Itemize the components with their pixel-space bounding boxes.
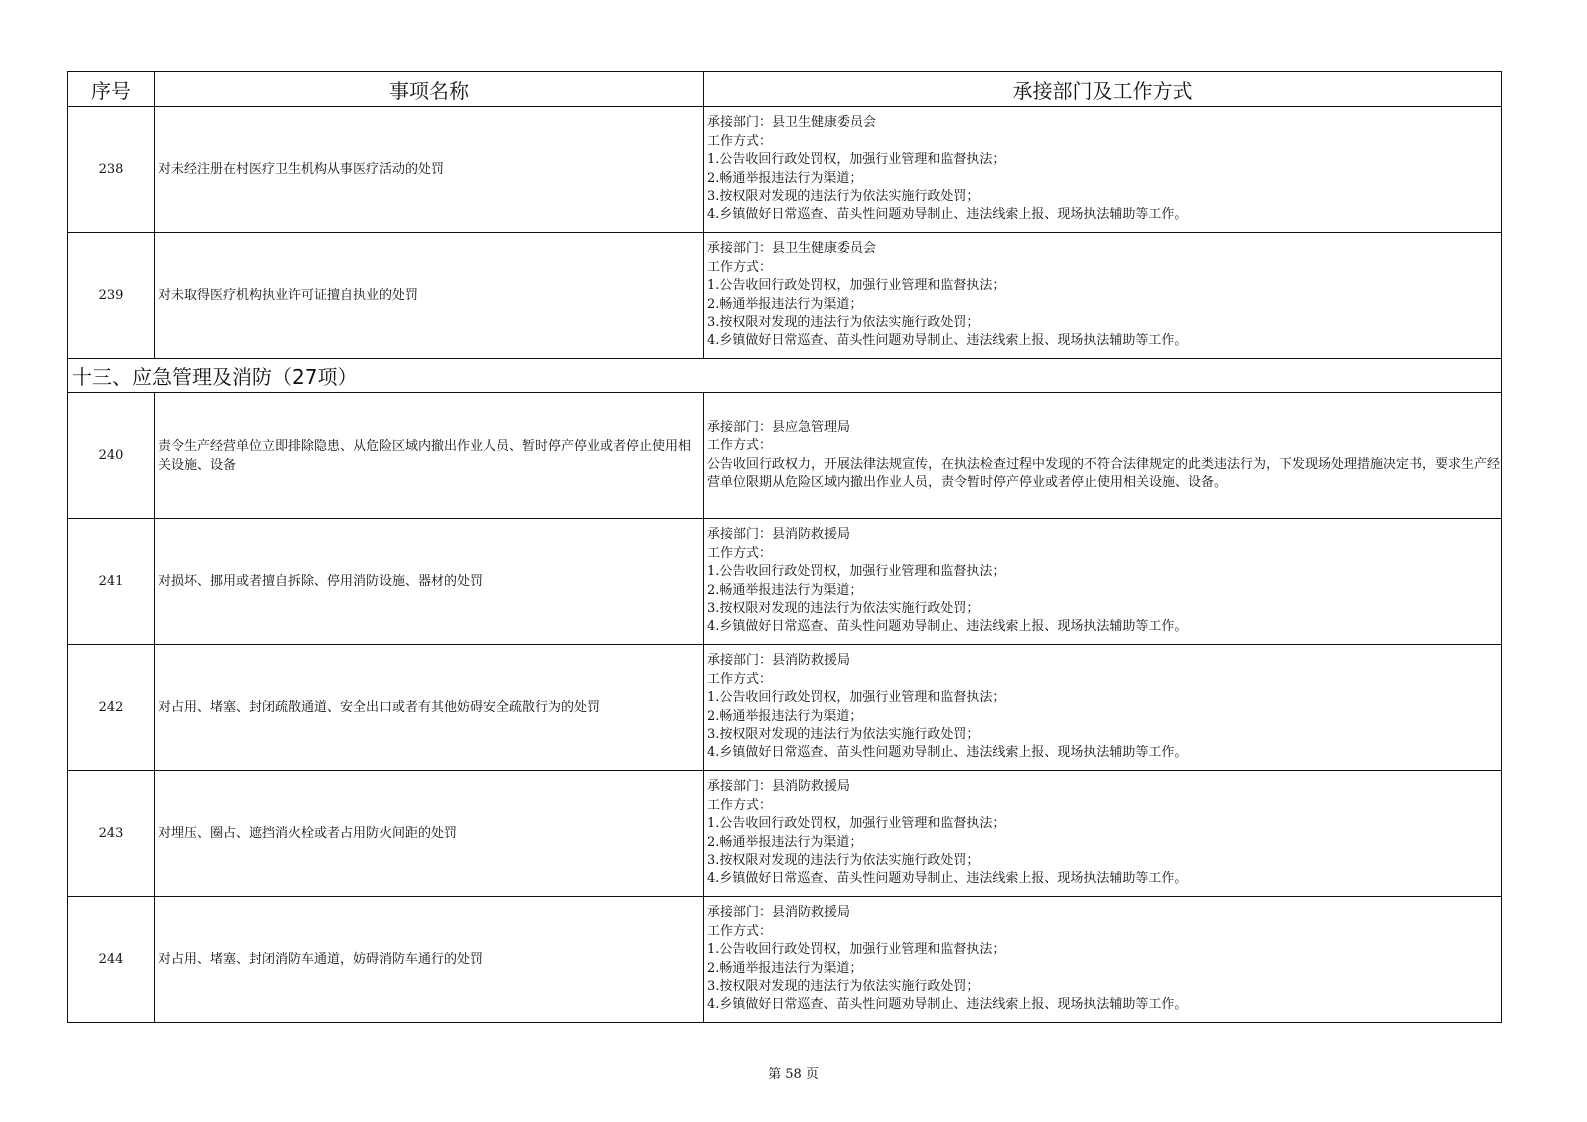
department-line: 承接部门：县消防救援局: [707, 527, 851, 543]
method-step: 1.公告收回行政处罚权，加强行业管理和监督执法；: [707, 564, 1006, 580]
method-step: 3.按权限对发现的违法行为依法实施行政处罚；: [707, 726, 980, 742]
row-number: 244: [68, 897, 155, 1023]
department-line: 承接部门：县消防救援局: [707, 653, 851, 669]
method-step: 2.畅通举报违法行为渠道；: [707, 834, 863, 850]
method-step: 1.公告收回行政处罚权，加强行业管理和监督执法；: [707, 942, 1006, 958]
table-row: [68, 393, 1502, 519]
header-item-name: 事项名称: [155, 72, 704, 107]
method-step: 1.公告收回行政处罚权，加强行业管理和监督执法；: [707, 152, 1006, 168]
method-step: 2.畅通举报违法行为渠道；: [707, 960, 863, 976]
method-step: 2.畅通举报违法行为渠道；: [707, 170, 863, 186]
item-name: 对占用、堵塞、封闭疏散通道、安全出口或者有其他妨碍安全疏散行为的处罚: [155, 645, 704, 771]
method-step: 4.乡镇做好日常巡查、苗头性问题劝导制止、违法线索上报、现场执法辅助等工作。: [707, 333, 1188, 349]
method-label: 工作方式：: [707, 923, 773, 939]
row-number: 241: [68, 519, 155, 645]
method-label: 工作方式：: [707, 259, 773, 275]
table-row: [68, 107, 1502, 233]
department-method: [704, 233, 1502, 359]
method-step: 3.按权限对发现的违法行为依法实施行政处罚；: [707, 978, 980, 994]
table-row: [68, 645, 1502, 771]
department-method: [704, 771, 1502, 897]
header-serial-number: 序号: [68, 72, 155, 107]
item-name: 对未经注册在村医疗卫生机构从事医疗活动的处罚: [155, 107, 704, 233]
row-number: 242: [68, 645, 155, 771]
item-name: 责令生产经营单位立即排除隐患、从危险区域内撤出作业人员、暂时停产停业或者停止使用相关设施、设备: [155, 393, 704, 519]
method-step: 4.乡镇做好日常巡查、苗头性问题劝导制止、违法线索上报、现场执法辅助等工作。: [707, 871, 1188, 887]
department-method: [704, 107, 1502, 233]
method-step: 4.乡镇做好日常巡查、苗头性问题劝导制止、违法线索上报、现场执法辅助等工作。: [707, 997, 1188, 1013]
method-step: 1.公告收回行政处罚权，加强行业管理和监督执法；: [707, 816, 1006, 832]
department-method: [704, 519, 1502, 645]
method-step: 3.按权限对发现的违法行为依法实施行政处罚；: [707, 188, 980, 204]
row-number: 240: [68, 393, 155, 519]
method-step: 2.畅通举报违法行为渠道；: [707, 582, 863, 598]
item-name: 对埋压、圈占、遮挡消火栓或者占用防火间距的处罚: [155, 771, 704, 897]
method-step: 4.乡镇做好日常巡查、苗头性问题劝导制止、违法线索上报、现场执法辅助等工作。: [707, 619, 1188, 635]
page-number: 第 58 页: [768, 1067, 819, 1082]
row-number: 238: [68, 107, 155, 233]
department-line: 承接部门：县卫生健康委员会: [707, 115, 877, 131]
section-title: 十三、应急管理及消防（27项）: [68, 359, 1502, 393]
method-label: 工作方式：: [707, 133, 773, 149]
table-row: [68, 233, 1502, 359]
department-line: 承接部门：县应急管理局: [707, 419, 851, 435]
table-row: [68, 771, 1502, 897]
item-name: 对占用、堵塞、封闭消防车通道，妨碍消防车通行的处罚: [155, 897, 704, 1023]
department-line: 承接部门：县卫生健康委员会: [707, 241, 877, 257]
items-table: [67, 71, 1502, 1023]
row-number: 243: [68, 771, 155, 897]
method-paragraph: 公告收回行政权力，开展法律法规宣传，在执法检查过程中发现的不符合法律规定的此类违法行为，下发现场处理措施决定书，要求生产经营单位限期从危险区域内撤出作业人员，责令暂时停产停业或者停止使用相关设施、设备。: [707, 456, 1501, 490]
department-line: 承接部门：县消防救援局: [707, 905, 851, 921]
table-row: [68, 897, 1502, 1023]
section-row: [68, 359, 1502, 393]
method-step: 3.按权限对发现的违法行为依法实施行政处罚；: [707, 852, 980, 868]
method-label: 工作方式：: [707, 438, 773, 454]
header-department-method: 承接部门及工作方式: [704, 72, 1502, 107]
method-label: 工作方式：: [707, 797, 773, 813]
method-step: 3.按权限对发现的违法行为依法实施行政处罚；: [707, 600, 980, 616]
department-line: 承接部门：县消防救援局: [707, 779, 851, 795]
method-step: 3.按权限对发现的违法行为依法实施行政处罚；: [707, 314, 980, 330]
method-step: 1.公告收回行政处罚权，加强行业管理和监督执法；: [707, 690, 1006, 706]
table-row: [68, 519, 1502, 645]
department-method: [704, 897, 1502, 1023]
department-method: [704, 393, 1502, 519]
method-step: 4.乡镇做好日常巡查、苗头性问题劝导制止、违法线索上报、现场执法辅助等工作。: [707, 207, 1188, 223]
method-step: 2.畅通举报违法行为渠道；: [707, 296, 863, 312]
item-name: 对未取得医疗机构执业许可证擅自执业的处罚: [155, 233, 704, 359]
method-step: 1.公告收回行政处罚权，加强行业管理和监督执法；: [707, 278, 1006, 294]
method-step: 2.畅通举报违法行为渠道；: [707, 708, 863, 724]
method-label: 工作方式：: [707, 671, 773, 687]
department-method: [704, 645, 1502, 771]
row-number: 239: [68, 233, 155, 359]
item-name: 对损坏、挪用或者擅自拆除、停用消防设施、器材的处罚: [155, 519, 704, 645]
method-label: 工作方式：: [707, 545, 773, 561]
method-step: 4.乡镇做好日常巡查、苗头性问题劝导制止、违法线索上报、现场执法辅助等工作。: [707, 745, 1188, 761]
header-row: [68, 72, 1502, 107]
